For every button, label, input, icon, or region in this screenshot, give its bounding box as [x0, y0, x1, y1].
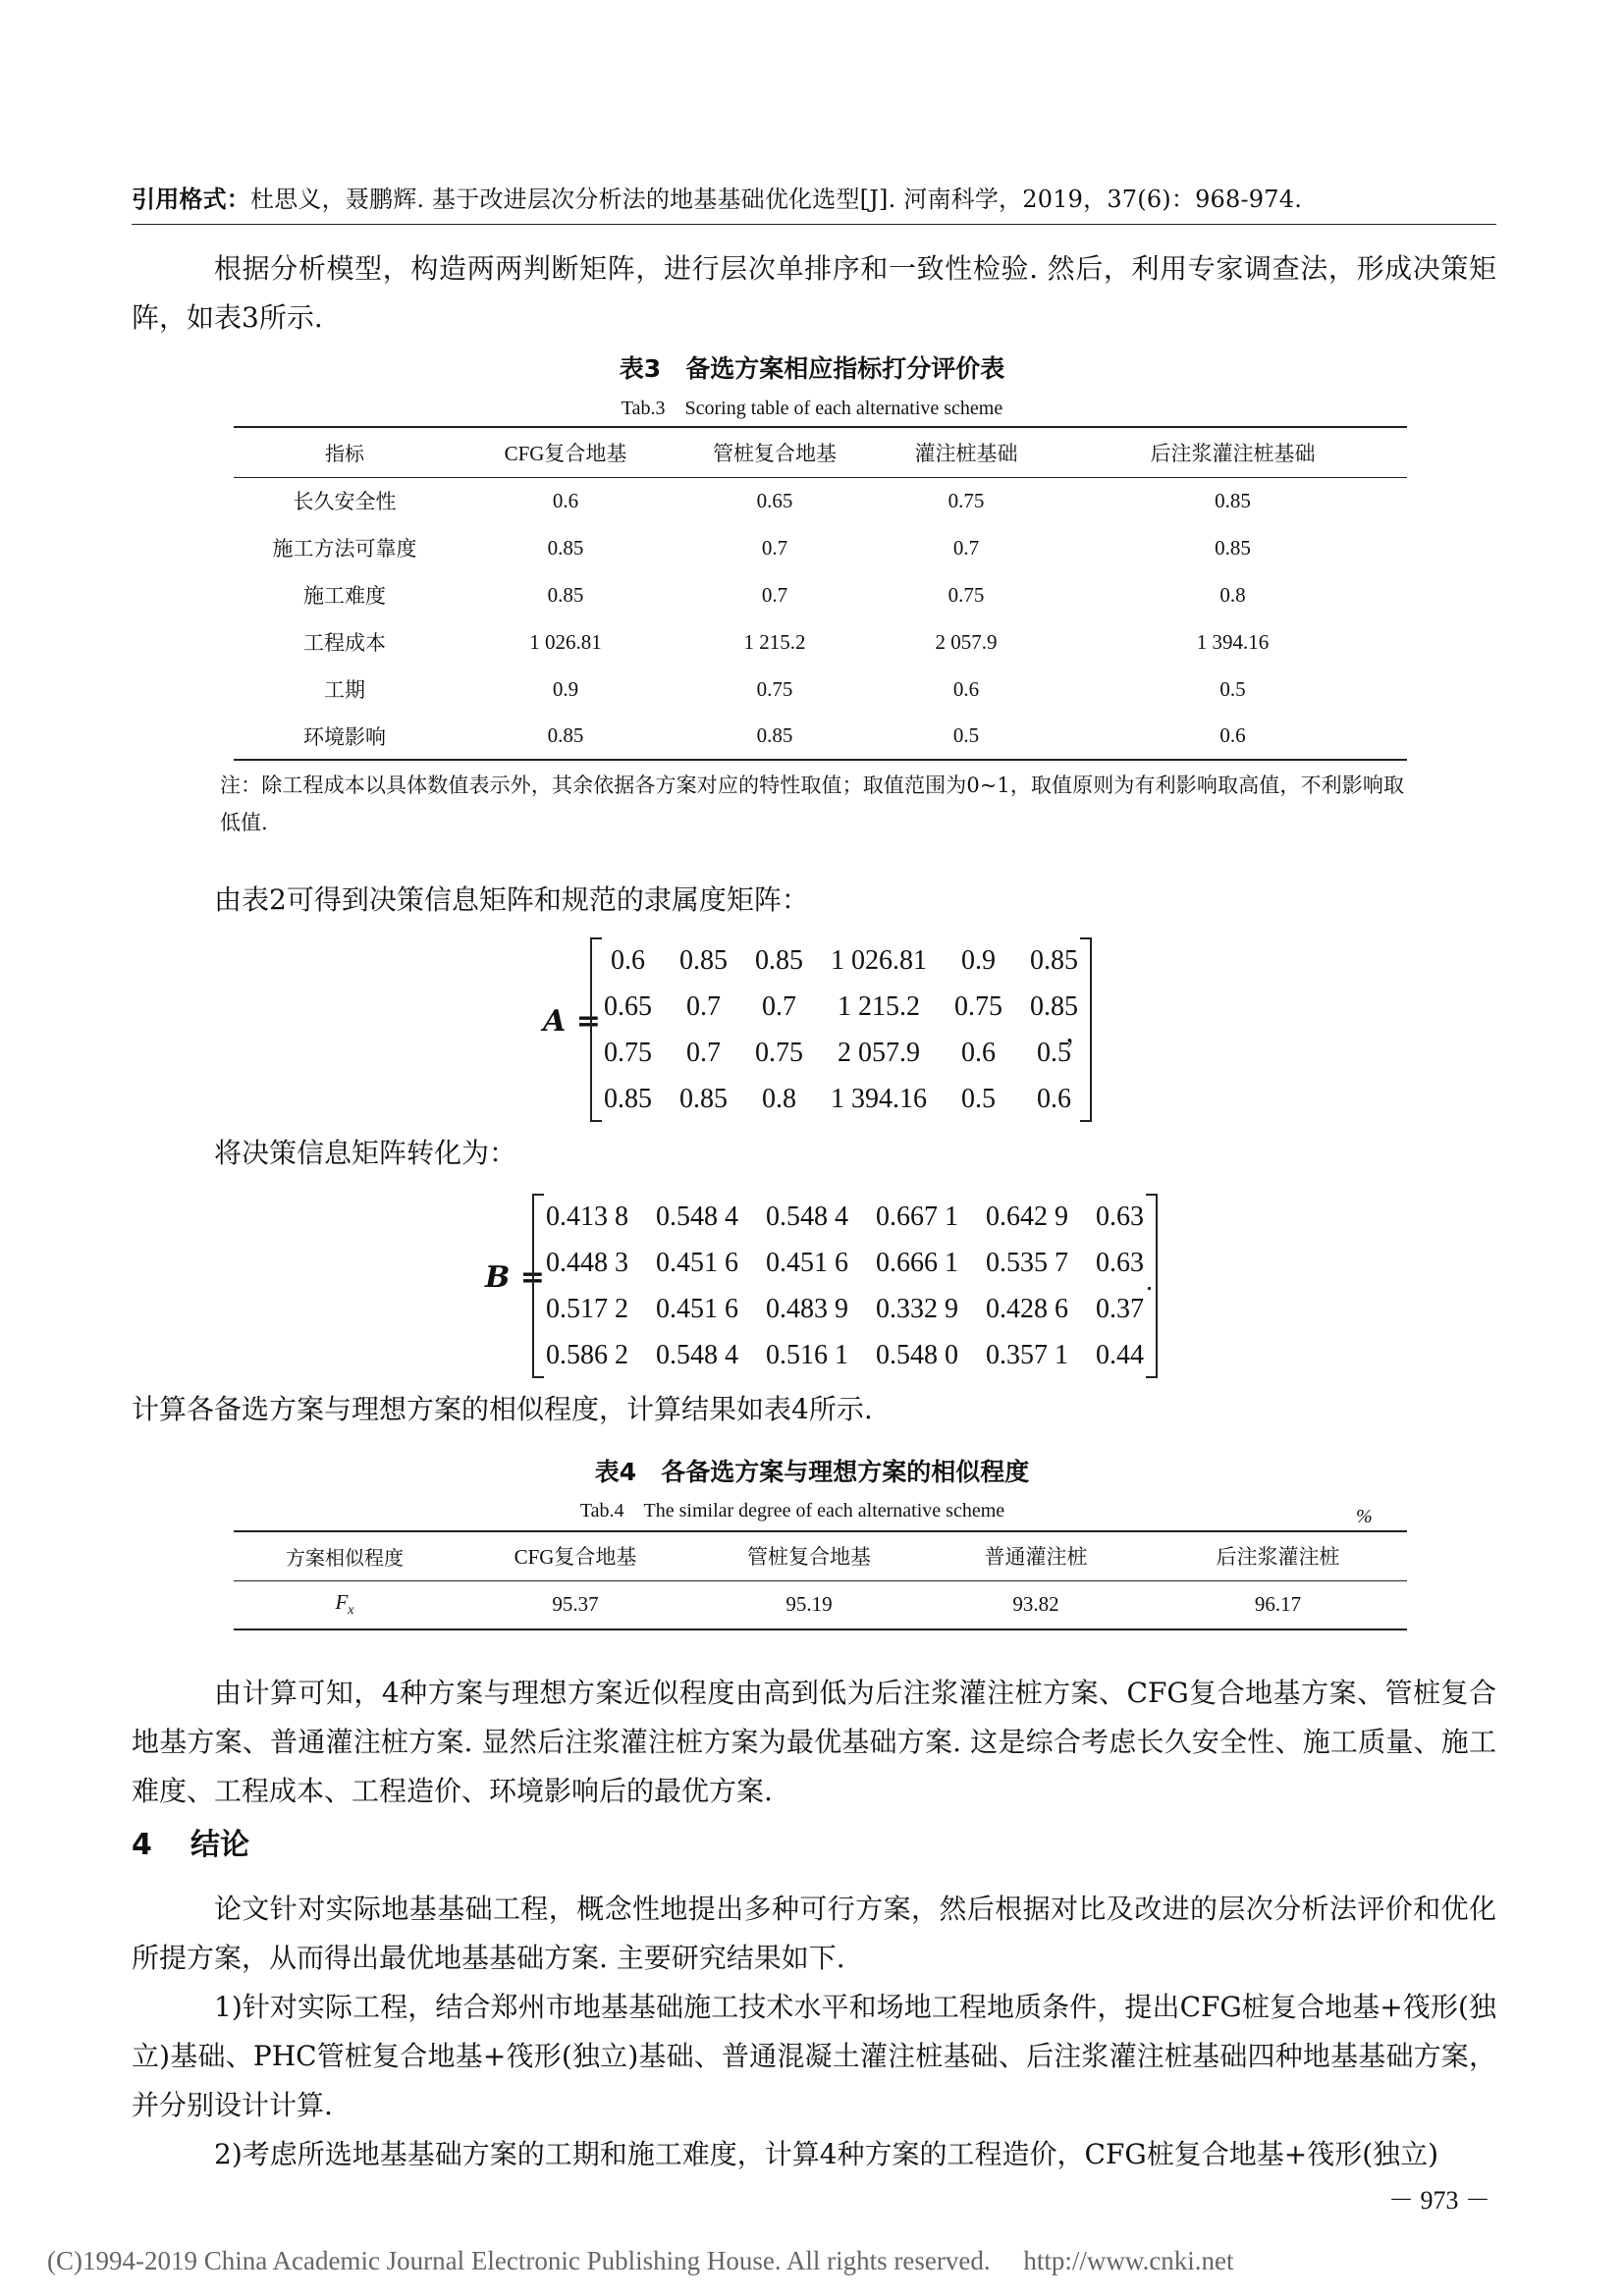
table4-header: 普通灌注桩: [984, 1545, 1088, 1570]
header-rule: [132, 224, 1496, 225]
table4-title-cn: 表4 各备选方案与理想方案的相似程度: [594, 1458, 1030, 1486]
table4-row-label-sub: x: [348, 1603, 354, 1619]
table-row: [234, 666, 1407, 713]
citation-text: 杜思义，聂鹏辉. 基于改进层次分析法的地基基础优化选型[J]. 河南科学，2019，37(6)：968-974.: [250, 186, 1303, 213]
table3-cell: 0.85: [756, 723, 793, 747]
matrix-cell: 0.332 9: [876, 1293, 958, 1324]
table4-header-row: [234, 1531, 1407, 1580]
table-row: [234, 571, 1407, 618]
table3-cell: 1 026.81: [529, 629, 602, 654]
result-paragraph: [132, 1669, 1496, 1816]
table-row: [234, 618, 1407, 666]
table-row: [234, 477, 1407, 524]
matrix-cell: 1 215.2: [838, 990, 920, 1022]
conclusion-body: [132, 1885, 1496, 2179]
matrix-intro-text: 由表2可得到决策信息矩阵和规范的隶属度矩阵：: [214, 883, 809, 916]
matrix-cell: 0.667 1: [876, 1201, 958, 1232]
matrix-cell: 0.428 6: [986, 1293, 1068, 1324]
table4-header: 方案相似程度: [286, 1545, 404, 1570]
matrix-cell: 0.85: [679, 944, 728, 976]
matrix-cell: 0.548 0: [876, 1339, 958, 1370]
matrix-cell: 0.8: [762, 1083, 796, 1114]
table4-row-label-main: F: [335, 1590, 349, 1615]
matrix-cell: 0.516 1: [766, 1339, 848, 1370]
citation-line: [132, 180, 1496, 214]
matrix-row: [532, 1286, 1158, 1332]
citation-label: 引用格式：: [132, 185, 250, 213]
table4-header: CFG复合地基: [514, 1545, 637, 1570]
table3-cell: 0.8: [1219, 582, 1246, 607]
section-number: 4: [132, 1828, 152, 1862]
table4-row-label: [234, 1580, 456, 1629]
matrix-row: [590, 984, 1092, 1030]
table3-cell: 0.75: [947, 488, 985, 512]
table3-cell: 0.5: [1219, 676, 1246, 701]
conclusion-paragraph: 1)针对实际工程，结合郑州市地基基础施工技术水平和场地工程地质条件，提出CFG桩复合地基+筏形(独立)基础、PHC管桩复合地基+筏形(独立)基础、普通混凝土灌注桩基础、后注浆灌注桩基础四种地基基础方案，并分别设计计算.: [132, 1991, 1496, 2121]
table3-cell: 0.85: [547, 535, 584, 560]
table3-cell: 长久安全性: [293, 490, 397, 514]
section-heading: [132, 1820, 249, 1863]
similarity-intro-text: 计算各备选方案与理想方案的相似程度，计算结果如表4所示.: [132, 1393, 873, 1425]
table3-cell: 0.65: [756, 488, 793, 512]
table3-cell: 2 057.9: [935, 629, 998, 654]
table4-header: 后注浆灌注桩: [1216, 1545, 1340, 1570]
table3-header: 管桩复合地基: [713, 441, 837, 465]
conclusion-paragraph: 论文针对实际地基基础工程，概念性地提出多种可行方案，然后根据对比及改进的层次分析法评价和优化所提方案，从而得出最优地基基础方案. 主要研究结果如下.: [132, 1893, 1496, 1974]
table3-header-row: [234, 427, 1407, 477]
matrix-cell: 0.44: [1096, 1339, 1144, 1370]
matrix-cell: 0.7: [762, 990, 796, 1022]
intro-paragraph: [132, 244, 1496, 343]
matrix-cell: 0.517 2: [546, 1293, 628, 1324]
matrix-cell: 0.75: [604, 1037, 652, 1068]
table3-cell: 0.75: [756, 676, 793, 701]
table4-cell: 93.82: [1012, 1592, 1059, 1617]
matrix-intro: [132, 876, 1496, 925]
matrix-cell: 0.75: [954, 990, 1002, 1022]
matrix-cell: 0.451 6: [656, 1293, 738, 1324]
table4-title-en: Tab.4 The similar degree of each alternative scheme: [579, 1500, 1005, 1522]
matrix-cell: 0.75: [755, 1037, 803, 1068]
table3-cell: 1 215.2: [743, 629, 806, 654]
table4-cell: 95.19: [785, 1592, 833, 1617]
table3-cell: 工期: [324, 678, 365, 702]
matrix-cell: 0.63: [1096, 1201, 1144, 1232]
matrix-cell: 0.642 9: [986, 1201, 1068, 1232]
matrix-cell: 0.413 8: [546, 1201, 628, 1232]
table3-cell: 0.6: [952, 676, 980, 701]
table3-cell: 工程成本: [303, 631, 386, 655]
table3-cell: 0.6: [552, 488, 579, 512]
table3-cell: 0.85: [547, 582, 584, 607]
matrix-row: [590, 937, 1092, 984]
matrix-cell: 0.7: [686, 990, 721, 1022]
matrix-a-symbol: A: [543, 1004, 567, 1039]
matrix-cell: 0.37: [1096, 1293, 1144, 1324]
transform-intro: [132, 1129, 1496, 1178]
table3-title-cn: 表3 备选方案相应指标打分评价表: [619, 354, 1005, 383]
matrix-cell: 0.548 4: [656, 1201, 738, 1232]
transform-intro-text: 将决策信息矩阵转化为：: [214, 1137, 517, 1169]
matrix-cell: 0.85: [1030, 944, 1078, 976]
matrix-a-trailing: ，: [1065, 1018, 1094, 1048]
matrix-cell: 0.548 4: [656, 1339, 738, 1370]
table3-cell: 0.6: [1219, 723, 1246, 747]
table4-header: 管桩复合地基: [747, 1545, 871, 1570]
table3-cell: 施工难度: [303, 584, 386, 608]
table3-cell: 0.5: [952, 723, 980, 747]
matrix-row: [532, 1194, 1158, 1240]
matrix-cell: 0.63: [1096, 1247, 1144, 1278]
matrix-cell: 0.448 3: [546, 1247, 628, 1278]
page-number: － 973 －: [1388, 2186, 1491, 2215]
table3-header: 指标: [325, 442, 364, 466]
matrix-cell: 0.6: [611, 944, 645, 976]
matrix-cell: 0.548 4: [766, 1201, 848, 1232]
table3-cell: 1 394.16: [1196, 629, 1270, 654]
similarity-intro: [132, 1385, 1496, 1434]
table4-cell: 96.17: [1254, 1592, 1302, 1617]
table3-header: CFG复合地基: [504, 441, 627, 465]
matrix-cell: 1 026.81: [831, 944, 927, 976]
section-title: 结论: [190, 1828, 249, 1862]
table3-note: 注：除工程成本以具体数值表示外，其余依据各方案对应的特性取值；取值范围为0~1，取值原则为有利影响取高值，不利影响取低值.: [220, 774, 1404, 834]
table3-cell: 0.7: [761, 582, 788, 607]
table3-cell: 0.9: [552, 676, 579, 701]
matrix-cell: 0.65: [604, 990, 652, 1022]
matrix-cell: 1 394.16: [831, 1083, 927, 1114]
matrix-cell: 0.666 1: [876, 1247, 958, 1278]
matrix-cell: 0.6: [1037, 1083, 1071, 1114]
matrix-row: [590, 1030, 1092, 1076]
matrix-cell: 0.5: [961, 1083, 996, 1114]
matrix-cell: 2 057.9: [838, 1037, 920, 1068]
matrix-a-label: A =: [543, 1004, 601, 1039]
matrix-cell: 0.85: [604, 1083, 652, 1114]
matrix-row: [590, 1076, 1092, 1122]
copyright-footer: (C)1994-2019 China Academic Journal Electronic Publishing House. All rights reserved. http://www.cnki.net: [47, 2246, 1234, 2275]
table4-cell: 95.37: [552, 1592, 599, 1617]
matrix-cell: 0.5: [1037, 1037, 1071, 1068]
table3-cell: 环境影响: [303, 724, 386, 749]
matrix-cell: 0.6: [961, 1037, 996, 1068]
matrix-cell: 0.85: [1030, 990, 1078, 1022]
matrix-cell: 0.483 9: [766, 1293, 848, 1324]
table4: [234, 1530, 1407, 1630]
table3: [234, 426, 1407, 761]
matrix-row: [532, 1240, 1158, 1286]
table3-cell: 0.75: [947, 582, 985, 607]
table3-title-en: Tab.3 Scoring table of each alternative scheme: [621, 398, 1003, 419]
intro-paragraph-text: 根据分析模型，构造两两判断矩阵，进行层次单排序和一致性检验. 然后，利用专家调查法，形成决策矩阵，如表3所示.: [132, 252, 1496, 334]
matrix-cell: 0.451 6: [766, 1247, 848, 1278]
matrix-b-symbol: B: [485, 1260, 511, 1295]
table3-header: 灌注桩基础: [914, 441, 1018, 465]
conclusion-paragraph: 2)考虑所选地基基础方案的工期和施工难度，计算4种方案的工程造价，CFG桩复合地基+筏形(独立): [214, 2138, 1439, 2170]
matrix-cell: 0.451 6: [656, 1247, 738, 1278]
table3-cell: 0.85: [1215, 535, 1251, 560]
table3-cell: 0.7: [952, 535, 980, 560]
result-paragraph-text: 由计算可知，4种方案与理想方案近似程度由高到低为后注浆灌注桩方案、CFG复合地基方案、管桩复合地基方案、普通灌注桩方案. 显然后注浆灌注桩方案为最优基础方案. 这是综合考虑长久安全性、施工质量、施工难度、工程成本、工程造价、环境影响后的最优方案.: [132, 1677, 1496, 1807]
table3-cell: 0.85: [547, 723, 584, 747]
matrix-cell: 0.357 1: [986, 1339, 1068, 1370]
matrix-cell: 0.7: [686, 1037, 721, 1068]
matrix-cell: 0.85: [679, 1083, 728, 1114]
matrix-cell: 0.9: [961, 944, 996, 976]
matrix-b: [532, 1194, 1158, 1378]
table-row: [234, 1580, 1407, 1629]
matrix-a: [590, 937, 1092, 1122]
matrix-cell: 0.586 2: [546, 1339, 628, 1370]
table3-cell: 0.85: [1215, 488, 1251, 512]
table3-cell: 0.7: [761, 535, 788, 560]
table-row: [234, 713, 1407, 760]
matrix-b-label: B =: [485, 1260, 545, 1295]
table-row: [234, 524, 1407, 571]
matrix-cell: 0.535 7: [986, 1247, 1068, 1278]
matrix-b-trailing: .: [1146, 1266, 1153, 1297]
table3-cell: 施工方法可靠度: [272, 537, 417, 561]
table4-unit: %: [1356, 1506, 1373, 1527]
table3-header: 后注浆灌注桩基础: [1150, 441, 1316, 465]
matrix-row: [532, 1332, 1158, 1378]
matrix-cell: 0.85: [755, 944, 803, 976]
